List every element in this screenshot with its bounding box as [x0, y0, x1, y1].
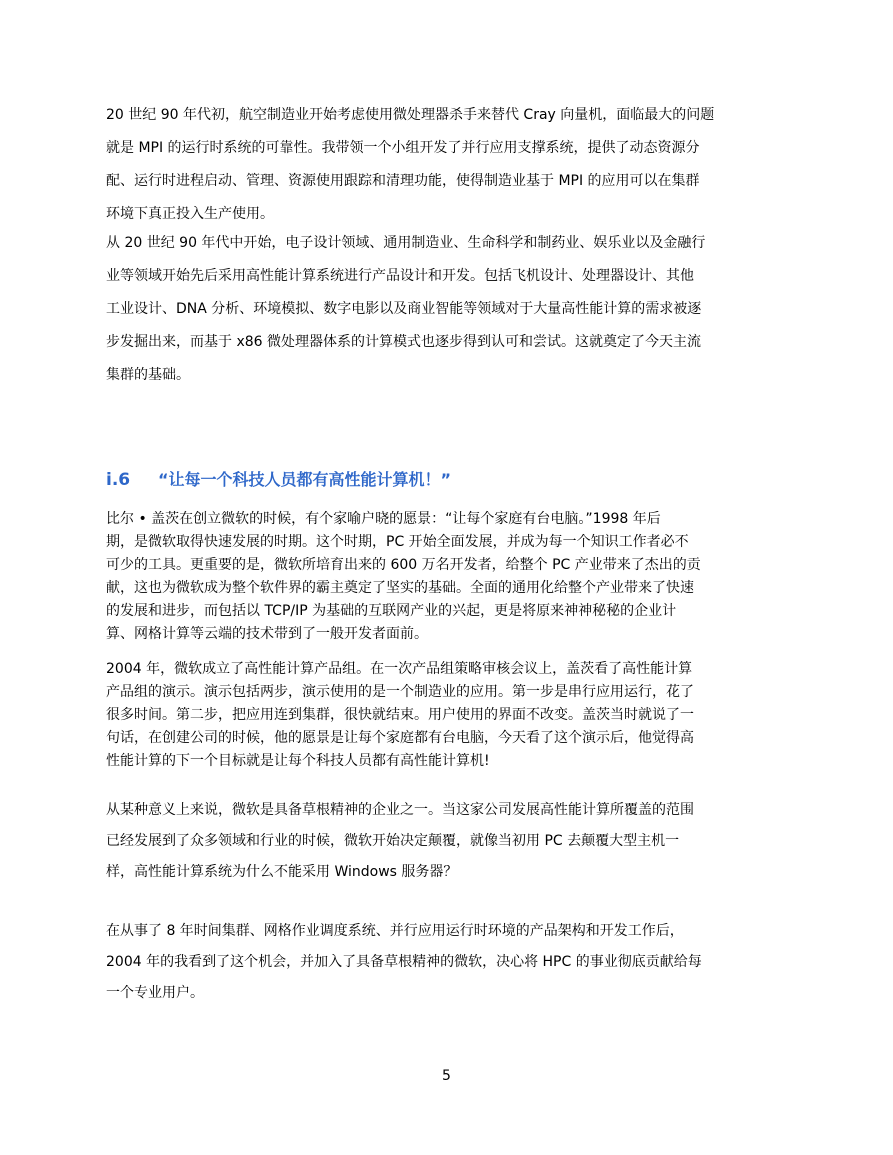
text-line: 样，高性能计算系统为什么不能采用 Windows 服务器？: [106, 864, 458, 880]
text-line: 算、网格计算等云端的技术带到了一般开发者面前。: [106, 626, 428, 642]
text-line: 很多时间。第二步，把应用连到集群，很快就结束。用户使用的界面不改变。盖茨当时就说了一: [106, 707, 694, 723]
text-line: 业等领域开始先后采用高性能计算系统进行产品设计和开发。包括飞机设计、处理器设计、其他: [106, 268, 694, 284]
text-line: 步发掘出来，而基于 x86 微处理器体系的计算模式也逐步得到认可和尝试。这就奠定了今天主流: [106, 334, 701, 350]
text-line: 句话，在创建公司的时候，他的愿景是让每个家庭都有台电脑，今天看了这个演示后，他觉得高: [106, 730, 694, 746]
text-line: 已经发展到了众多领域和行业的时候，微软开始决定颠覆，就像当初用 PC 去颠覆大型主机一: [106, 833, 680, 849]
text-line: 性能计算的下一个目标就是让每个科技人员都有高性能计算机!: [106, 753, 490, 769]
paragraph-grassroots-spirit: [106, 795, 796, 888]
section-number: i.6: [106, 470, 131, 490]
paragraph-gates-vision: [106, 508, 796, 646]
text-line: 2004 年的我看到了这个机会，并加入了具备草根精神的微软，决心将 HPC 的事业彻底贡献给每: [106, 954, 702, 970]
page-number: 5: [442, 1068, 451, 1084]
text-line: 工业设计、DNA 分析、环境模拟、数字电影以及商业智能等领域对于大量高性能计算的需求被逐: [106, 301, 702, 317]
paragraph-hpc-product-group: [106, 658, 796, 773]
section-title: “让每一个科技人员都有高性能计算机！”: [158, 470, 452, 489]
text-line: 的发展和进步，而包括以 TCP/IP 为基础的互联网产业的兴起，更是将原来神神秘秘的企业计: [106, 603, 677, 619]
text-line: 期，是微软取得快速发展的时期。这个时期，PC 开始全面发展，并成为每一个知识工作者必不: [106, 534, 689, 550]
text-line: 20 世纪 90 年代初，航空制造业开始考虑使用微处理器杀手来替代 Cray 向量机，面临最大的问题: [106, 107, 715, 123]
text-line: 可少的工具。更重要的是，微软所培育出来的 600 万名开发者，给整个 PC 产业带来了杰出的贡: [106, 557, 701, 573]
text-line: 比尔 • 盖茨在创立微软的时候，有个家喻户晓的愿景：“让每个家庭有台电脑。”1998 年后: [106, 511, 661, 527]
paragraph-hpc-industries: [106, 227, 796, 392]
text-line: 在从事了 8 年时间集群、网格作业调度系统、并行应用运行时环境的产品架构和开发工作后，: [106, 923, 684, 939]
paragraph-author-joined: [106, 916, 796, 1009]
section-heading: [106, 466, 451, 494]
text-line: 从 20 世纪 90 年代中开始，电子设计领域、通用制造业、生命科学和制药业、娱乐业以及金融行: [106, 235, 706, 251]
text-line: 就是 MPI 的运行时系统的可靠性。我带领一个小组开发了并行应用支撑系统，提供了动态资源分: [106, 140, 700, 156]
text-line: 配、运行时进程启动、管理、资源使用跟踪和清理功能，使得制造业基于 MPI 的应用可以在集群: [106, 173, 700, 189]
paragraph-mpi-runtime: [106, 99, 796, 231]
text-line: 从某种意义上来说，微软是具备草根精神的企业之一。当这家公司发展高性能计算所覆盖的范围: [106, 802, 694, 818]
text-line: 集群的基础。: [106, 367, 190, 383]
text-line: 献，这也为微软成为整个软件界的霸主奠定了坚实的基础。全面的通用化给整个产业带来了快速: [106, 580, 694, 596]
text-line: 环境下真正投入生产使用。: [106, 206, 274, 222]
text-line: 一个专业用户。: [106, 985, 204, 1001]
text-line: 2004 年，微软成立了高性能计算产品组。在一次产品组策略审核会议上，盖茨看了高性能计算: [106, 661, 693, 677]
text-line: 产品组的演示。演示包括两步，演示使用的是一个制造业的应用。第一步是串行应用运行，花了: [106, 684, 694, 700]
